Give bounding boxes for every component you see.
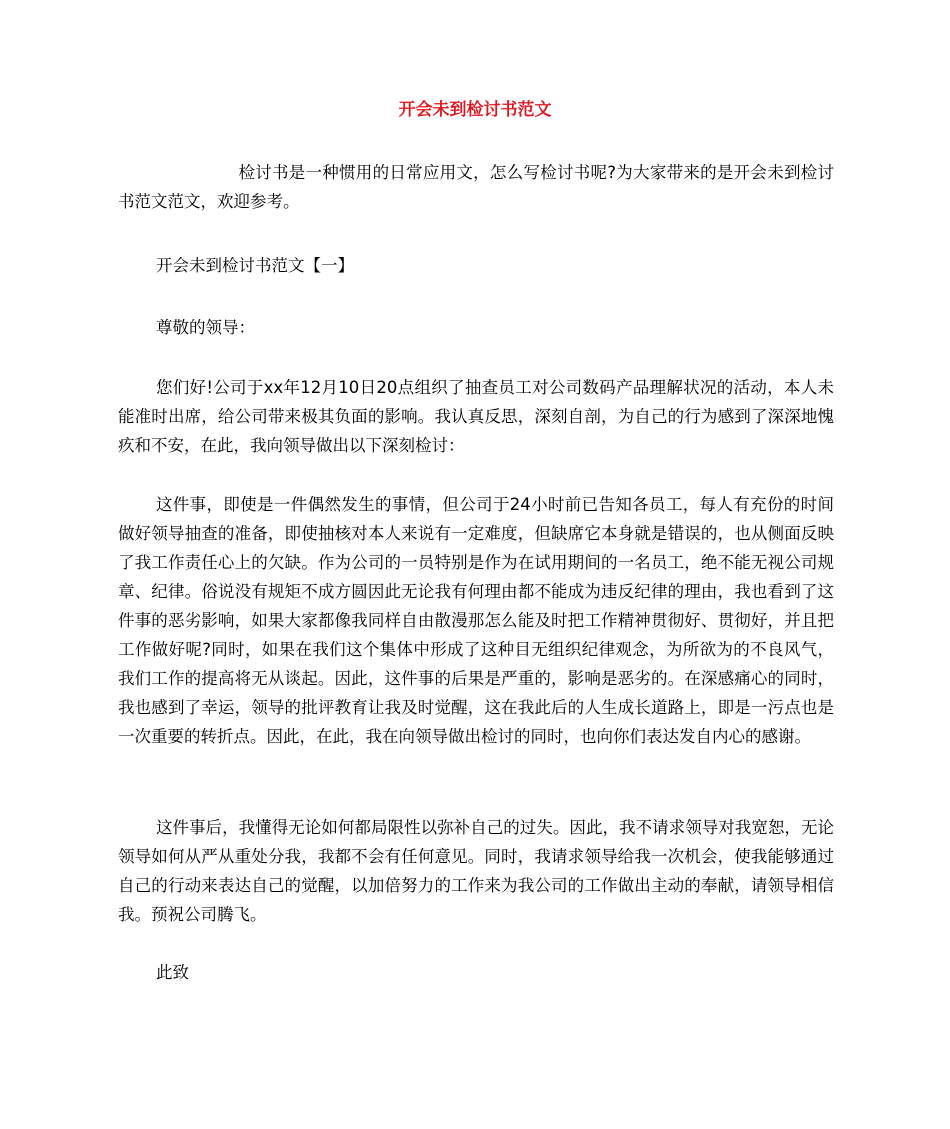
document-title: 开会未到检讨书范文: [398, 100, 552, 120]
salutation: 尊敬的领导：: [155, 318, 255, 337]
closing-line: 此致: [155, 963, 189, 982]
section-heading: 开会未到检讨书范文【一】: [155, 256, 354, 275]
body-paragraph-2: 这件事，即使是一件偶然发生的事情，但公司于24小时前已告知各员工，每人有充份的时间做好领导抽查的准备，即使抽核对本人来说有一定难度，但缺席它本身就是错误的，也从侧面反映了我工作责任心上的欠缺。作为公司的一员特别是作为在试用期间的一名员工，绝不能无视公司规章、纪律。俗说没有规矩不成方圆因此无论我有何理由都不能成为违反纪律的理由，我也看到了这件事的恶劣影响，如果大家都像我同样自由散漫那怎么能及时把工作精神贯彻好、贯彻好，并且把工作做好呢?同时，如果在我们这个集体中形成了这种目无组织纪律观念，为所欲为的不良风气，我们工作的提高将无从谈起。因此，这件事的后果是严重的，影响是恶劣的。在深感痛心的同时，我也感到了幸运，领导的批评教育让我及时觉醒，这在我此后的人生成长道路上，即是一污点也是一次重要的转折点。因此，在此，我在向领导做出检讨的同时，也向你们表达发自内心的感谢。: [118, 495, 834, 746]
body-paragraph-3: 这件事后，我懂得无论如何都局限性以弥补自己的过失。因此，我不请求领导对我宽恕，无论领导如何从严从重处分我，我都不会有任何意见。同时，我请求领导给我一次机会，使我能够通过自己的行动来表达自己的觉醒，以加倍努力的工作来为我公司的工作做出主动的奉献，请领导相信我。预祝公司腾飞。: [118, 818, 834, 924]
body-paragraph-1: 您们好!公司于xx年12月10日20点组织了抽查员工对公司数码产品理解状况的活动，本人未能准时出席，给公司带来极其负面的影响。我认真反思，深刻自剖，为自己的行为感到了深深地愧疚和不安，在此，我向领导做出以下深刻检讨：: [118, 378, 834, 455]
intro-paragraph: 检讨书是一种惯用的日常应用文，怎么写检讨书呢?为大家带来的是开会未到检讨书范文范文，欢迎参考。: [118, 163, 834, 211]
